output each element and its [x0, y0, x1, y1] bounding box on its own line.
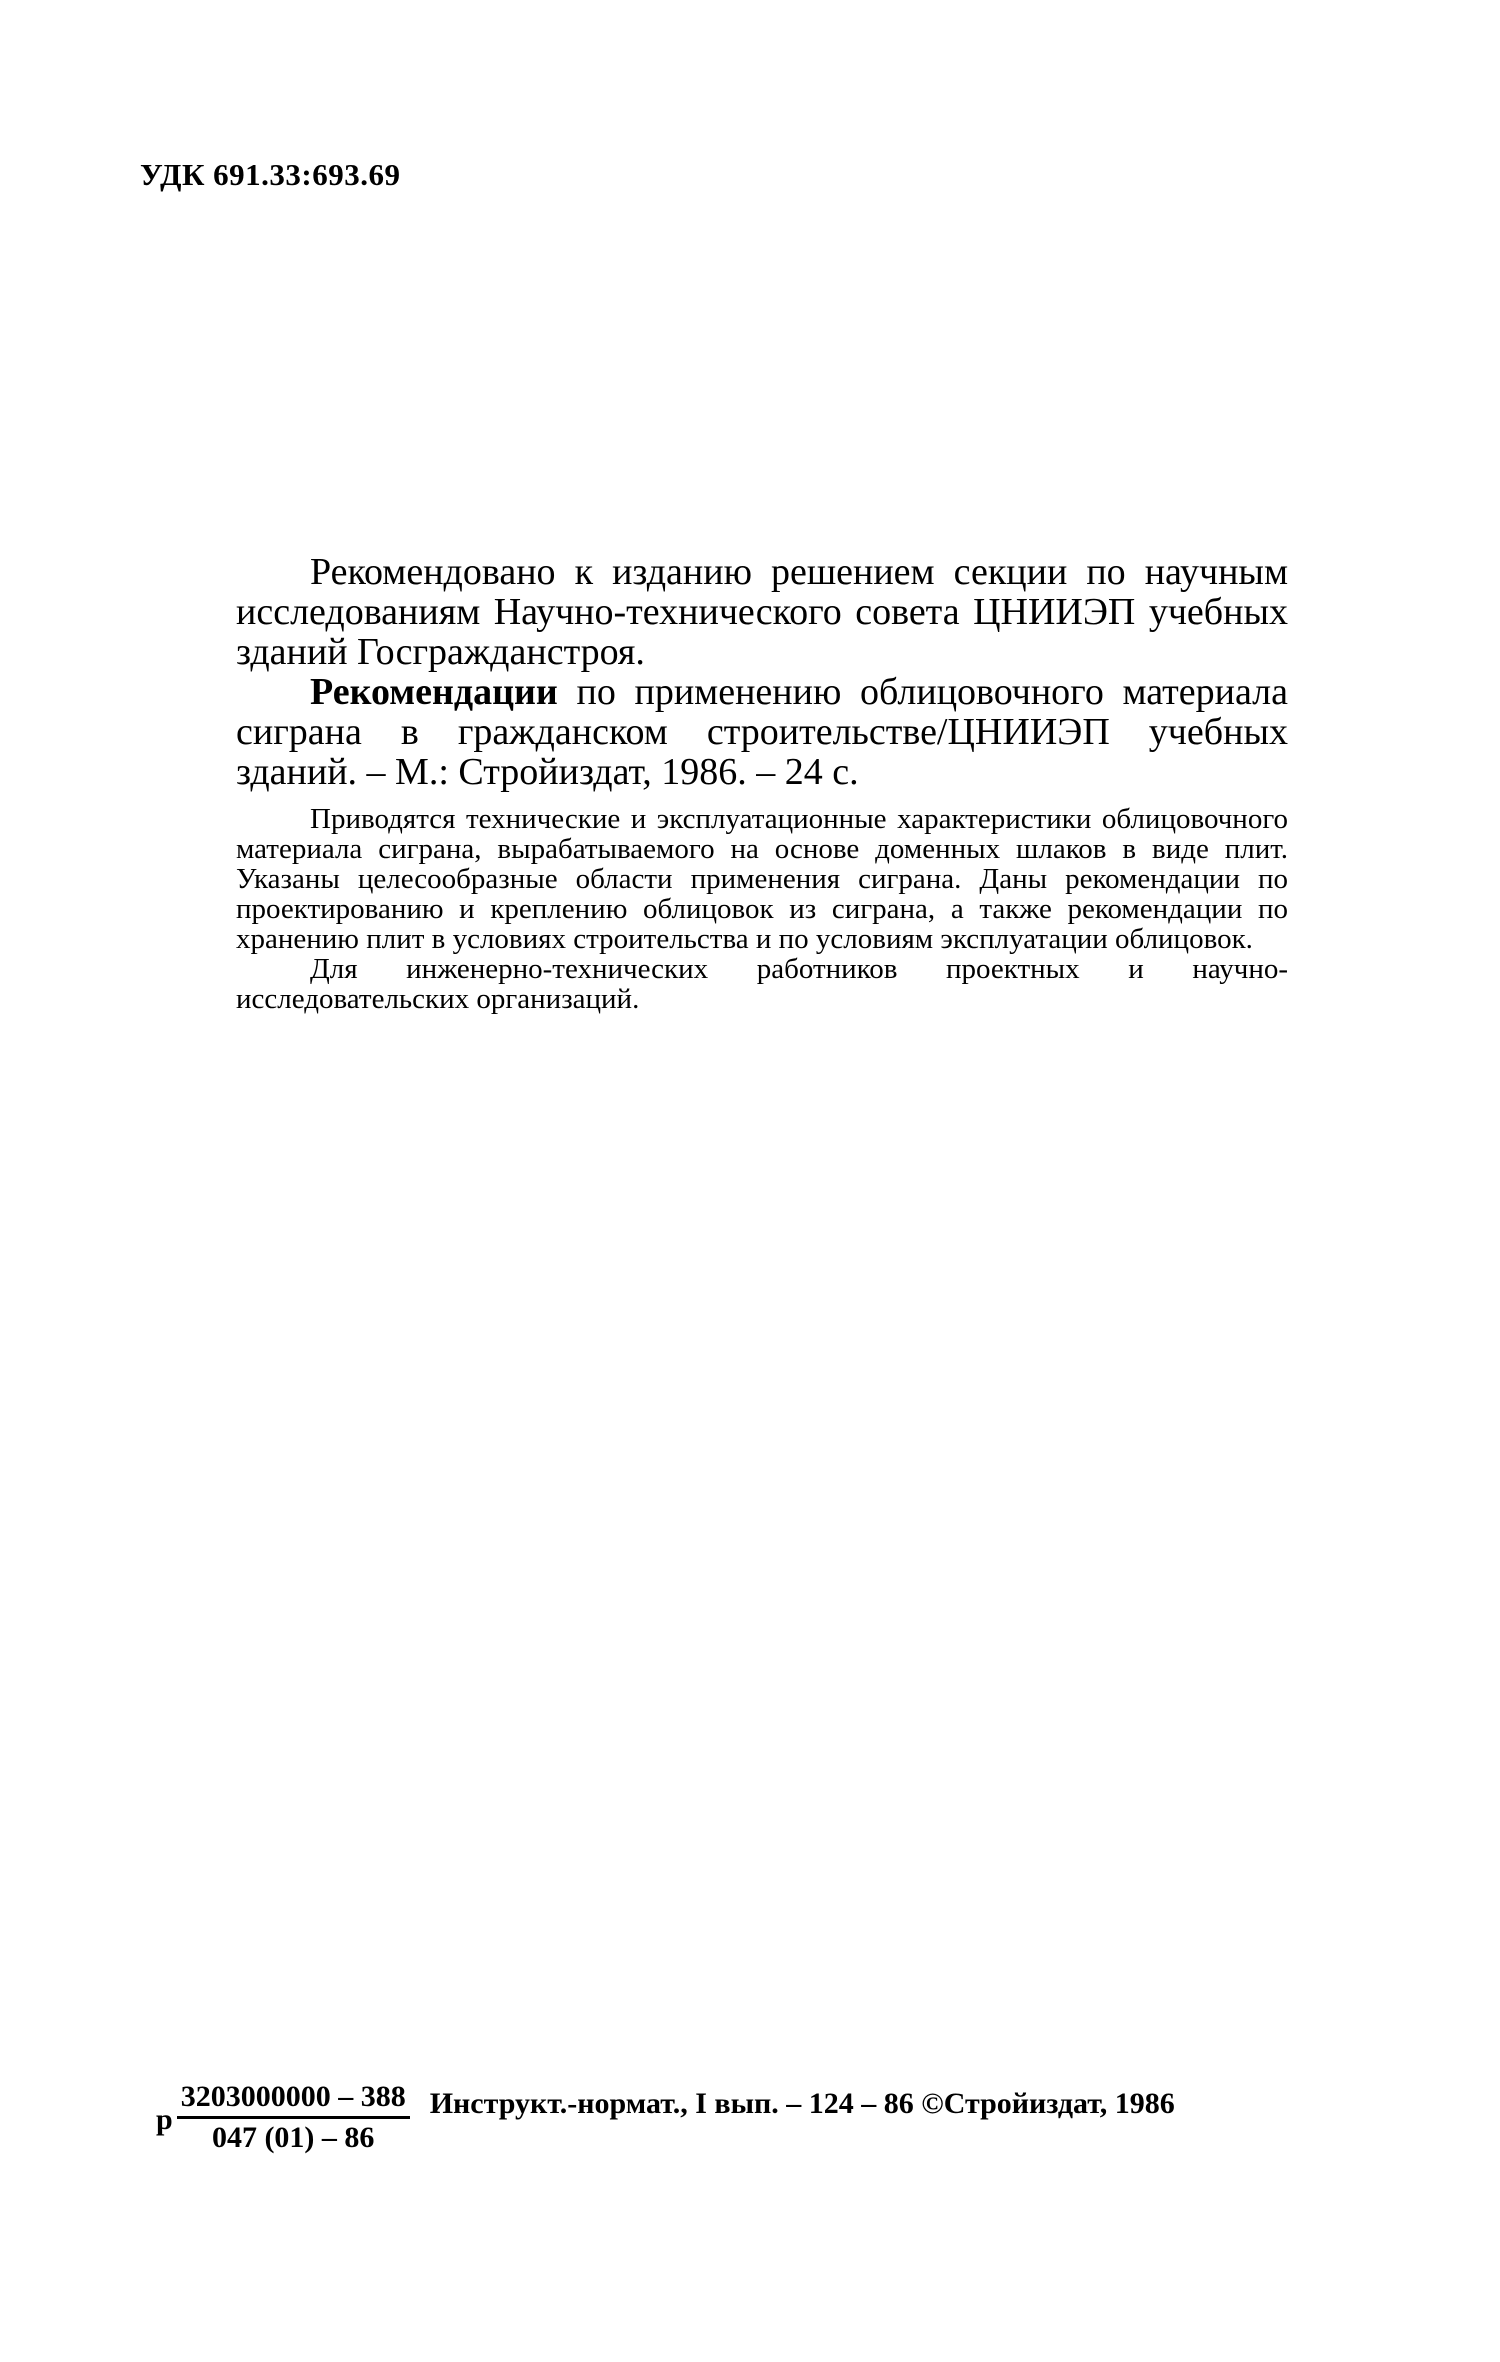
code-numerator: 3203000000 – 388 — [177, 2080, 410, 2119]
code-prefix: р — [156, 2102, 173, 2136]
annotation-text: Приводятся технические и эксплуатационные характеристики облицовочного материала сиграна, вырабатываемого на основе доменных шлаков в виде плит. Указаны целесообразные области применения сиграна. Даны рекомендации по проектированию и креплению облицовок из сиграна, а также рекомендации по хранению плит в условиях строительства и по условиям эксплуатации облицовок. — [236, 803, 1288, 955]
bibliographic-entry — [236, 672, 1288, 792]
approval-note: Рекомендовано к изданию решением секции по научным исследованиям Научно-технического совета ЦНИИЭП учебных зданий Госгражданстроя. — [236, 551, 1288, 673]
code-fraction — [177, 2080, 410, 2155]
abstract-block — [236, 552, 1288, 1014]
publication-code-footer — [156, 2080, 1175, 2155]
udk-code: УДК 691.33:693.69 — [140, 157, 401, 192]
bibliography-title: Рекомендации — [310, 671, 558, 713]
bibliography-details: по применению облицовочного материала сиграна в гражданском строительстве/ЦНИИЭП учебных зданий. – М.: Стройиздат, 1986. – 24 с. — [236, 671, 1288, 793]
audience-text: Для инженерно-технических работников проектных и научно-исследовательских организаций. — [236, 953, 1288, 1015]
code-denominator: 047 (01) – 86 — [211, 2121, 375, 2154]
imprint-line: Инструкт.-нормат., I вып. – 124 – 86 ©Стройиздат, 1986 — [429, 2086, 1175, 2120]
